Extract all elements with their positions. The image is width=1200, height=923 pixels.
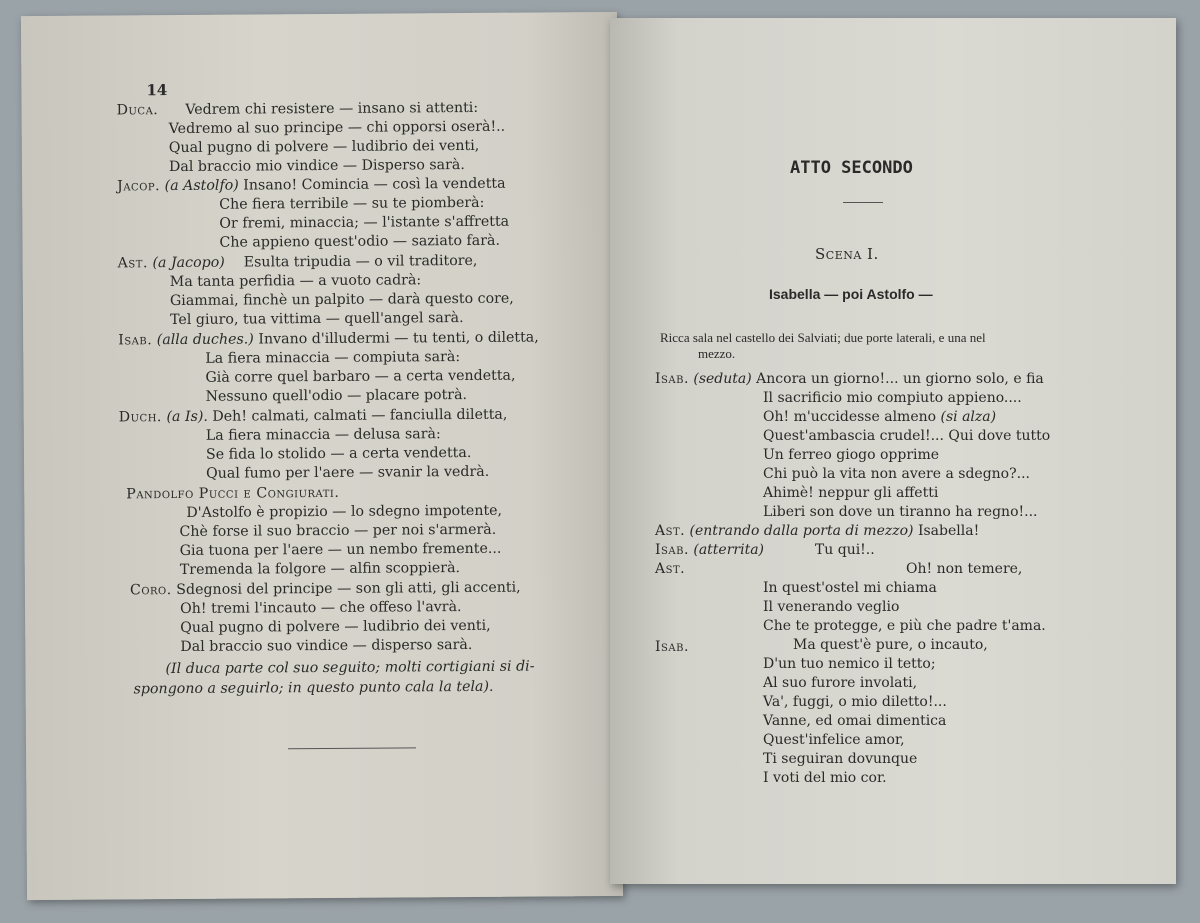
verse-line: Che te protegge, e più che padre t'ama.	[763, 618, 1046, 634]
verse-text: Tu qui!..	[814, 542, 875, 558]
verse-line: D'un tuo nemico il tetto;	[763, 656, 936, 672]
stage-direction: spongono a seguirlo; in questo punto cala la tela).	[133, 678, 494, 698]
stage-direction: (a Is).	[166, 408, 208, 426]
verse-text: Esulta tripudia — o vil traditore,	[243, 252, 478, 271]
verse-text: Isabella!	[917, 523, 980, 539]
speaker-label: Isab.	[655, 371, 689, 387]
verse-line: Chi può la vita non avere a sdegno?...	[763, 466, 1030, 482]
verse-line: Quest'infelice amor,	[763, 732, 905, 748]
speaker-label: Isab.	[118, 332, 153, 349]
verse-line: Giammai, finchè un palpito — darà questo core,	[169, 290, 514, 310]
verse-line: Va', fuggi, o mio diletto!...	[763, 694, 947, 710]
verse-text: Invano d'illudermi — tu tenti, o diletta,	[258, 329, 539, 348]
verse-line: Qual pugno di polvere — ludibrio dei venti,	[180, 617, 491, 636]
verse-line: Ahimè! neppur gli affetti	[763, 485, 939, 501]
stage-direction: (atterrita)	[693, 542, 765, 558]
verse-text: Deh! calmati, calmati — fanciulla diletta,	[212, 406, 508, 425]
verse-line: Un ferreo giogo opprime	[763, 447, 940, 463]
verse-line	[655, 541, 875, 560]
verse-line: In quest'ostel mi chiama	[763, 580, 937, 596]
verse-line: Già corre quel barbaro — a certa vendetta,	[205, 367, 516, 386]
verse-line: Ma tanta perfidia — a vuoto cadrà:	[169, 272, 422, 291]
verse-line: Oh! tremi l'incauto — che offeso l'avrà.	[180, 599, 462, 617]
verse-text: Ancora un giorno!... un giorno solo, e fia	[756, 371, 1044, 387]
speaker-label: Jacop.	[117, 178, 161, 195]
verse-line: Qual fumo per l'aere — svanir la vedrà.	[206, 463, 490, 482]
speaker-label: Duch.	[118, 409, 162, 426]
verse-line: Ti seguiran dovunque	[763, 751, 918, 767]
speaker-label: Coro.	[129, 582, 172, 599]
verse-line: Il venerando veglio	[763, 599, 900, 615]
verse-line: Oh! non temere,	[906, 561, 1023, 577]
right-page	[610, 18, 1176, 884]
verse-line: Che fiera terribile — su te piomberà:	[219, 194, 485, 213]
stage-direction: (entrando dalla porta di mezzo)	[689, 523, 914, 539]
verse-line: Tremenda la folgore — alfin scoppierà.	[179, 560, 461, 578]
characters-heading: Isabella — poi Astolfo —	[769, 286, 933, 302]
speaker-label: Duca.	[116, 102, 159, 119]
divider	[843, 202, 883, 203]
verse-line: Gia tuona per l'aere — un nembo fremente...	[179, 540, 502, 559]
stage-direction: (seduta)	[693, 371, 752, 387]
speaker-label: Ast.	[117, 255, 148, 272]
speaker-label: Isab.	[655, 639, 689, 655]
verse-text: Sdegnosi del principe — son gli atti, gli accenti,	[176, 579, 521, 599]
verse-line: Che appieno quest'odio — saziato farà.	[219, 232, 501, 251]
verse-line	[117, 99, 479, 121]
speaker-label: Ast.	[655, 523, 686, 539]
setting-text: Ricca sala nel castello dei Salviati; due porte laterali, e una nel	[660, 330, 986, 345]
stage-direction: (si alza)	[940, 409, 997, 425]
setting-text: mezzo.	[698, 346, 736, 361]
verse-line	[655, 522, 979, 541]
stage-direction: (alla duches.)	[156, 331, 254, 349]
stage-direction: (Il duca parte col suo seguito; molti cortigiani si di-	[165, 658, 535, 678]
verse-line	[118, 328, 539, 350]
speaker-label: Ast.	[655, 561, 686, 577]
verse-line: Se fida lo stolido — a certa vendetta.	[205, 444, 472, 463]
verse-line: Quest'ambascia crudel!... Qui dove tutto	[763, 428, 1051, 444]
verse-line: La fiera minaccia — compiuta sarà:	[205, 349, 461, 367]
verse-line: Al suo furore involati,	[763, 675, 918, 691]
verse-line: I voti del mio cor.	[763, 770, 887, 786]
verse-line: Or fremi, minaccia; — l'istante s'affretta	[219, 213, 510, 232]
speaker-label: Pandolfo Pucci e Congiurati.	[126, 484, 340, 503]
verse-line: Ma quest'è pure, o incauto,	[793, 637, 988, 653]
stage-direction: (a Jacopo)	[152, 254, 225, 272]
scene-title: Scena I.	[815, 245, 879, 263]
verse-line	[119, 406, 508, 428]
verse-line	[118, 252, 478, 274]
verse-line: Dal braccio mio vindice — Disperso sarà.	[168, 156, 465, 176]
verse-line: Vanne, ed omai dimentica	[763, 713, 947, 729]
verse-line: Il sacrificio mio compiuto appieno....	[763, 390, 1022, 406]
verse-line: Nessuno quell'odio — placare potrà.	[205, 386, 468, 405]
divider	[288, 747, 416, 749]
verse-line: La fiera minaccia — delusa sarà:	[205, 426, 441, 444]
verse-line: Liberi son dove un tiranno ha regno!...	[763, 504, 1038, 520]
stage-direction: (a Astolfo)	[164, 177, 239, 195]
act-title: ATTO SECONDO	[790, 158, 913, 178]
verse-text: Vedrem chi resistere — insano si attenti:	[185, 99, 479, 118]
speaker-label: Isab.	[655, 542, 689, 558]
page-number: 14	[146, 81, 168, 100]
verse-line: Chè forse il suo braccio — per noi s'armerà.	[179, 521, 497, 540]
verse-line: Qual pugno di polvere — ludibrio dei venti,	[168, 137, 480, 157]
verse-line	[130, 579, 521, 601]
verse-line: D'Astolfo è propizio — lo sdegno impotente,	[186, 502, 503, 521]
verse-text: Oh! m'uccidesse almeno	[763, 409, 937, 425]
verse-line	[763, 408, 996, 427]
left-page	[21, 12, 623, 900]
verse-text: Insano! Comincia — così la vendetta	[243, 175, 506, 194]
verse-line: Vedremo al suo principe — chi opporsi oserà!..	[168, 118, 506, 138]
verse-line: Dal braccio suo vindice — disperso sarà.	[180, 636, 473, 655]
verse-line	[655, 370, 1044, 389]
verse-line: Tel giuro, tua vittima — quell'angel sarà.	[169, 310, 464, 329]
